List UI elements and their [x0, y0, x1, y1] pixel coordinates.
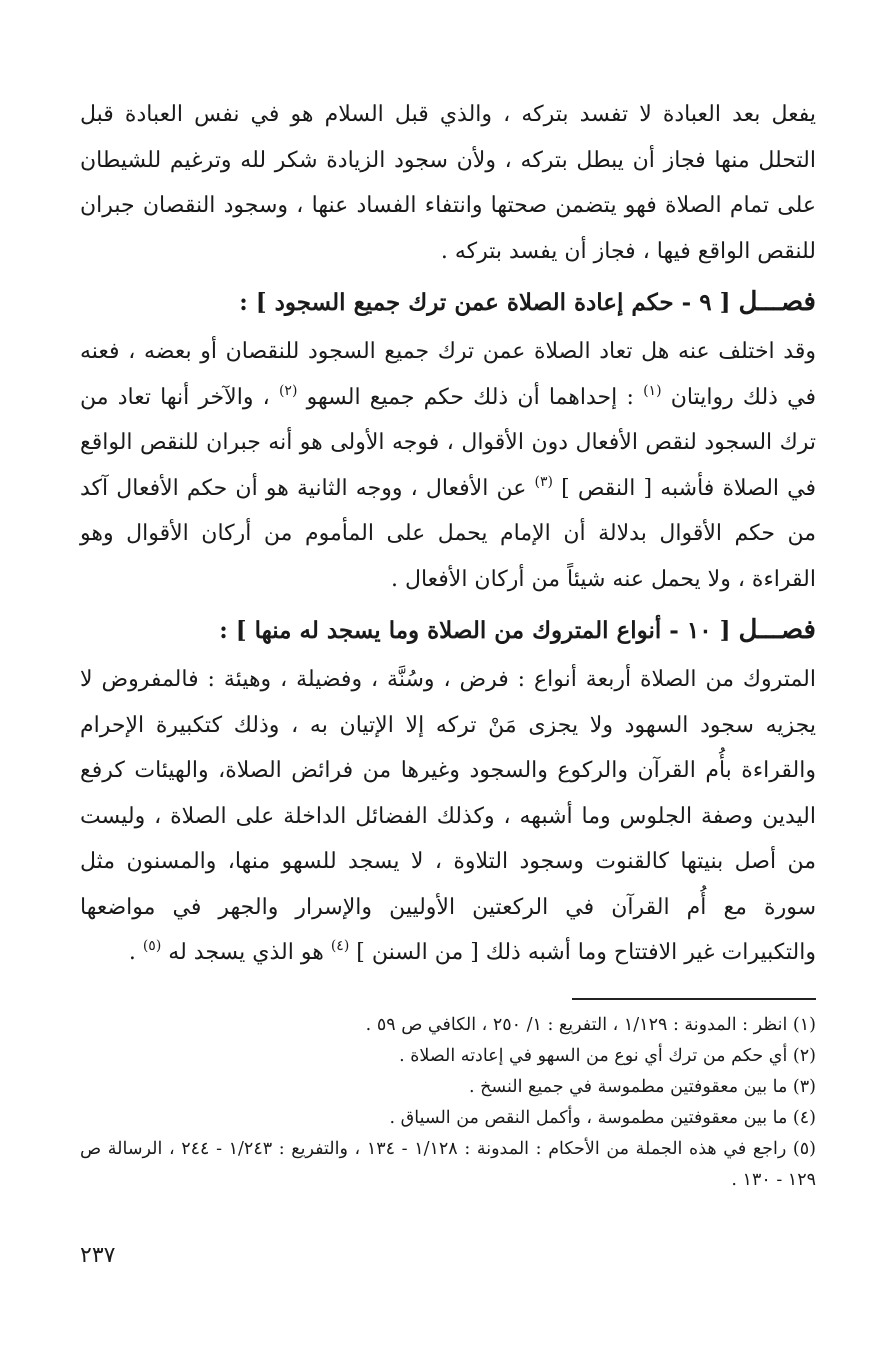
footnote-1: (١) انظر : المدونة : ١/١٢٩ ، التفريع : ١/ ٢٥٠ ، الكافي ص ٥٩ . — [365, 1014, 816, 1035]
paragraph-2 — [80, 329, 816, 602]
footnote-3: (٣) ما بين معقوفتين مطموسة في جميع النسخ . — [468, 1076, 816, 1097]
footnote-ref: (٥) — [142, 938, 162, 954]
paragraph-text: المتروك من الصلاة أربعة أنواع : فرض ، وسُنَّة ، وفضيلة ، وهيئة : فالمفروض لا يجزيه سجود السهود ولا يجزى مَنْ تركه إلا الإتيان به ، وذلك كتكبيرة الإحرام والقراءة بأُم القرآن والركوع والسجود وغيرها من فرائض الصلاة، والهيئات كرفع اليدين وصفة الجلوس وما أشبهه ، وكذلك الفضائل الداخلة على الصلاة ، وليست من أصل بنيتها كالقنوت وسجود التلاوة ، لا يسجد للسهو منها، والمسنون مثل سورة مع أُم القرآن في الركعتين الأوليين والإسرار والجهر في مواضعها والتكبيرات غير الافتتاح وما أشبه ذلك [ من السنن ] — [80, 667, 816, 965]
footnote-ref: (٤) — [330, 938, 350, 954]
paragraph-text: . — [128, 940, 136, 965]
paragraph-1: يفعل بعد العبادة لا تفسد بتركه ، والذي قبل السلام هو في نفس العبادة قبل التحلل منها فجاز أن يبطل بتركه ، ولأن سجود الزيادة شكر لله وترغيم للشيطان على تمام الصلاة فهو يتضمن صحتها وانتفاء الفساد عنها ، وسجود النقصان جبران للنقص الواقع فيها ، فجاز أن يفسد بتركه . — [80, 102, 816, 264]
paragraph-3 — [80, 657, 816, 976]
footnote-ref: (٢) — [278, 382, 298, 399]
footnotes — [80, 1010, 816, 1196]
footnote-ref: (٣) — [534, 473, 553, 490]
section-title: [ ١٠ - أنواع المتروك من الصلاة وما يسجد له منها ] : — [219, 617, 731, 644]
footnote-separator — [572, 998, 816, 1000]
section-label: فصـــل — [738, 287, 816, 317]
paragraph-text: وقد اختلف عنه هل تعاد الصلاة عمن ترك جميع السجود للنقصان أو بعضه ، فعنه في ذلك روايتان — [80, 339, 817, 410]
section-label: فصـــل — [738, 615, 816, 645]
page-number: ٢٣٧ — [80, 1243, 116, 1268]
section-heading-10 — [80, 608, 816, 653]
footnote-5: (٥) راجع في هذه الجملة من الأحكام : المدونة : ١/١٢٨ - ١٣٤ ، والتفريع : ١/٢٤٣ - ٢٤٤ ، الرسالة ص ١٢٩ - ١٣٠ . — [80, 1138, 816, 1190]
footnote-2: (٢) أي حكم من ترك أي نوع من السهو في إعادته الصلاة . — [399, 1045, 816, 1066]
paragraph-text: ، والآخر أنها تعاد من ترك السجود لنقص الأفعال دون الأقوال ، فوجه الأولى هو أنه جبران للنقص الواقع في الصلاة فأشبه [ النقص ] — [80, 384, 817, 501]
footnote-4: (٤) ما بين معقوفتين مطموسة ، وأكمل النقص من السياق . — [389, 1107, 816, 1128]
paragraph-text: هو الذي يسجد له — [168, 940, 324, 965]
paragraph-text: عن الأفعال ، ووجه الثانية هو أن حكم الأفعال آكد من حكم الأقوال بدلالة أن الإمام يحمل على المأموم من أركان الأقوال وهو القراءة ، ولا يحمل عنه شيئاً من أركان الأفعال . — [80, 475, 816, 592]
footnote-ref: (١) — [643, 382, 662, 399]
paragraph-text: : إحداهما أن ذلك حكم جميع السهو — [306, 384, 634, 410]
page-body — [80, 92, 816, 1196]
section-title: [ ٩ - حكم إعادة الصلاة عمن ترك جميع السجود ] : — [239, 289, 731, 316]
section-heading-9 — [80, 280, 816, 325]
